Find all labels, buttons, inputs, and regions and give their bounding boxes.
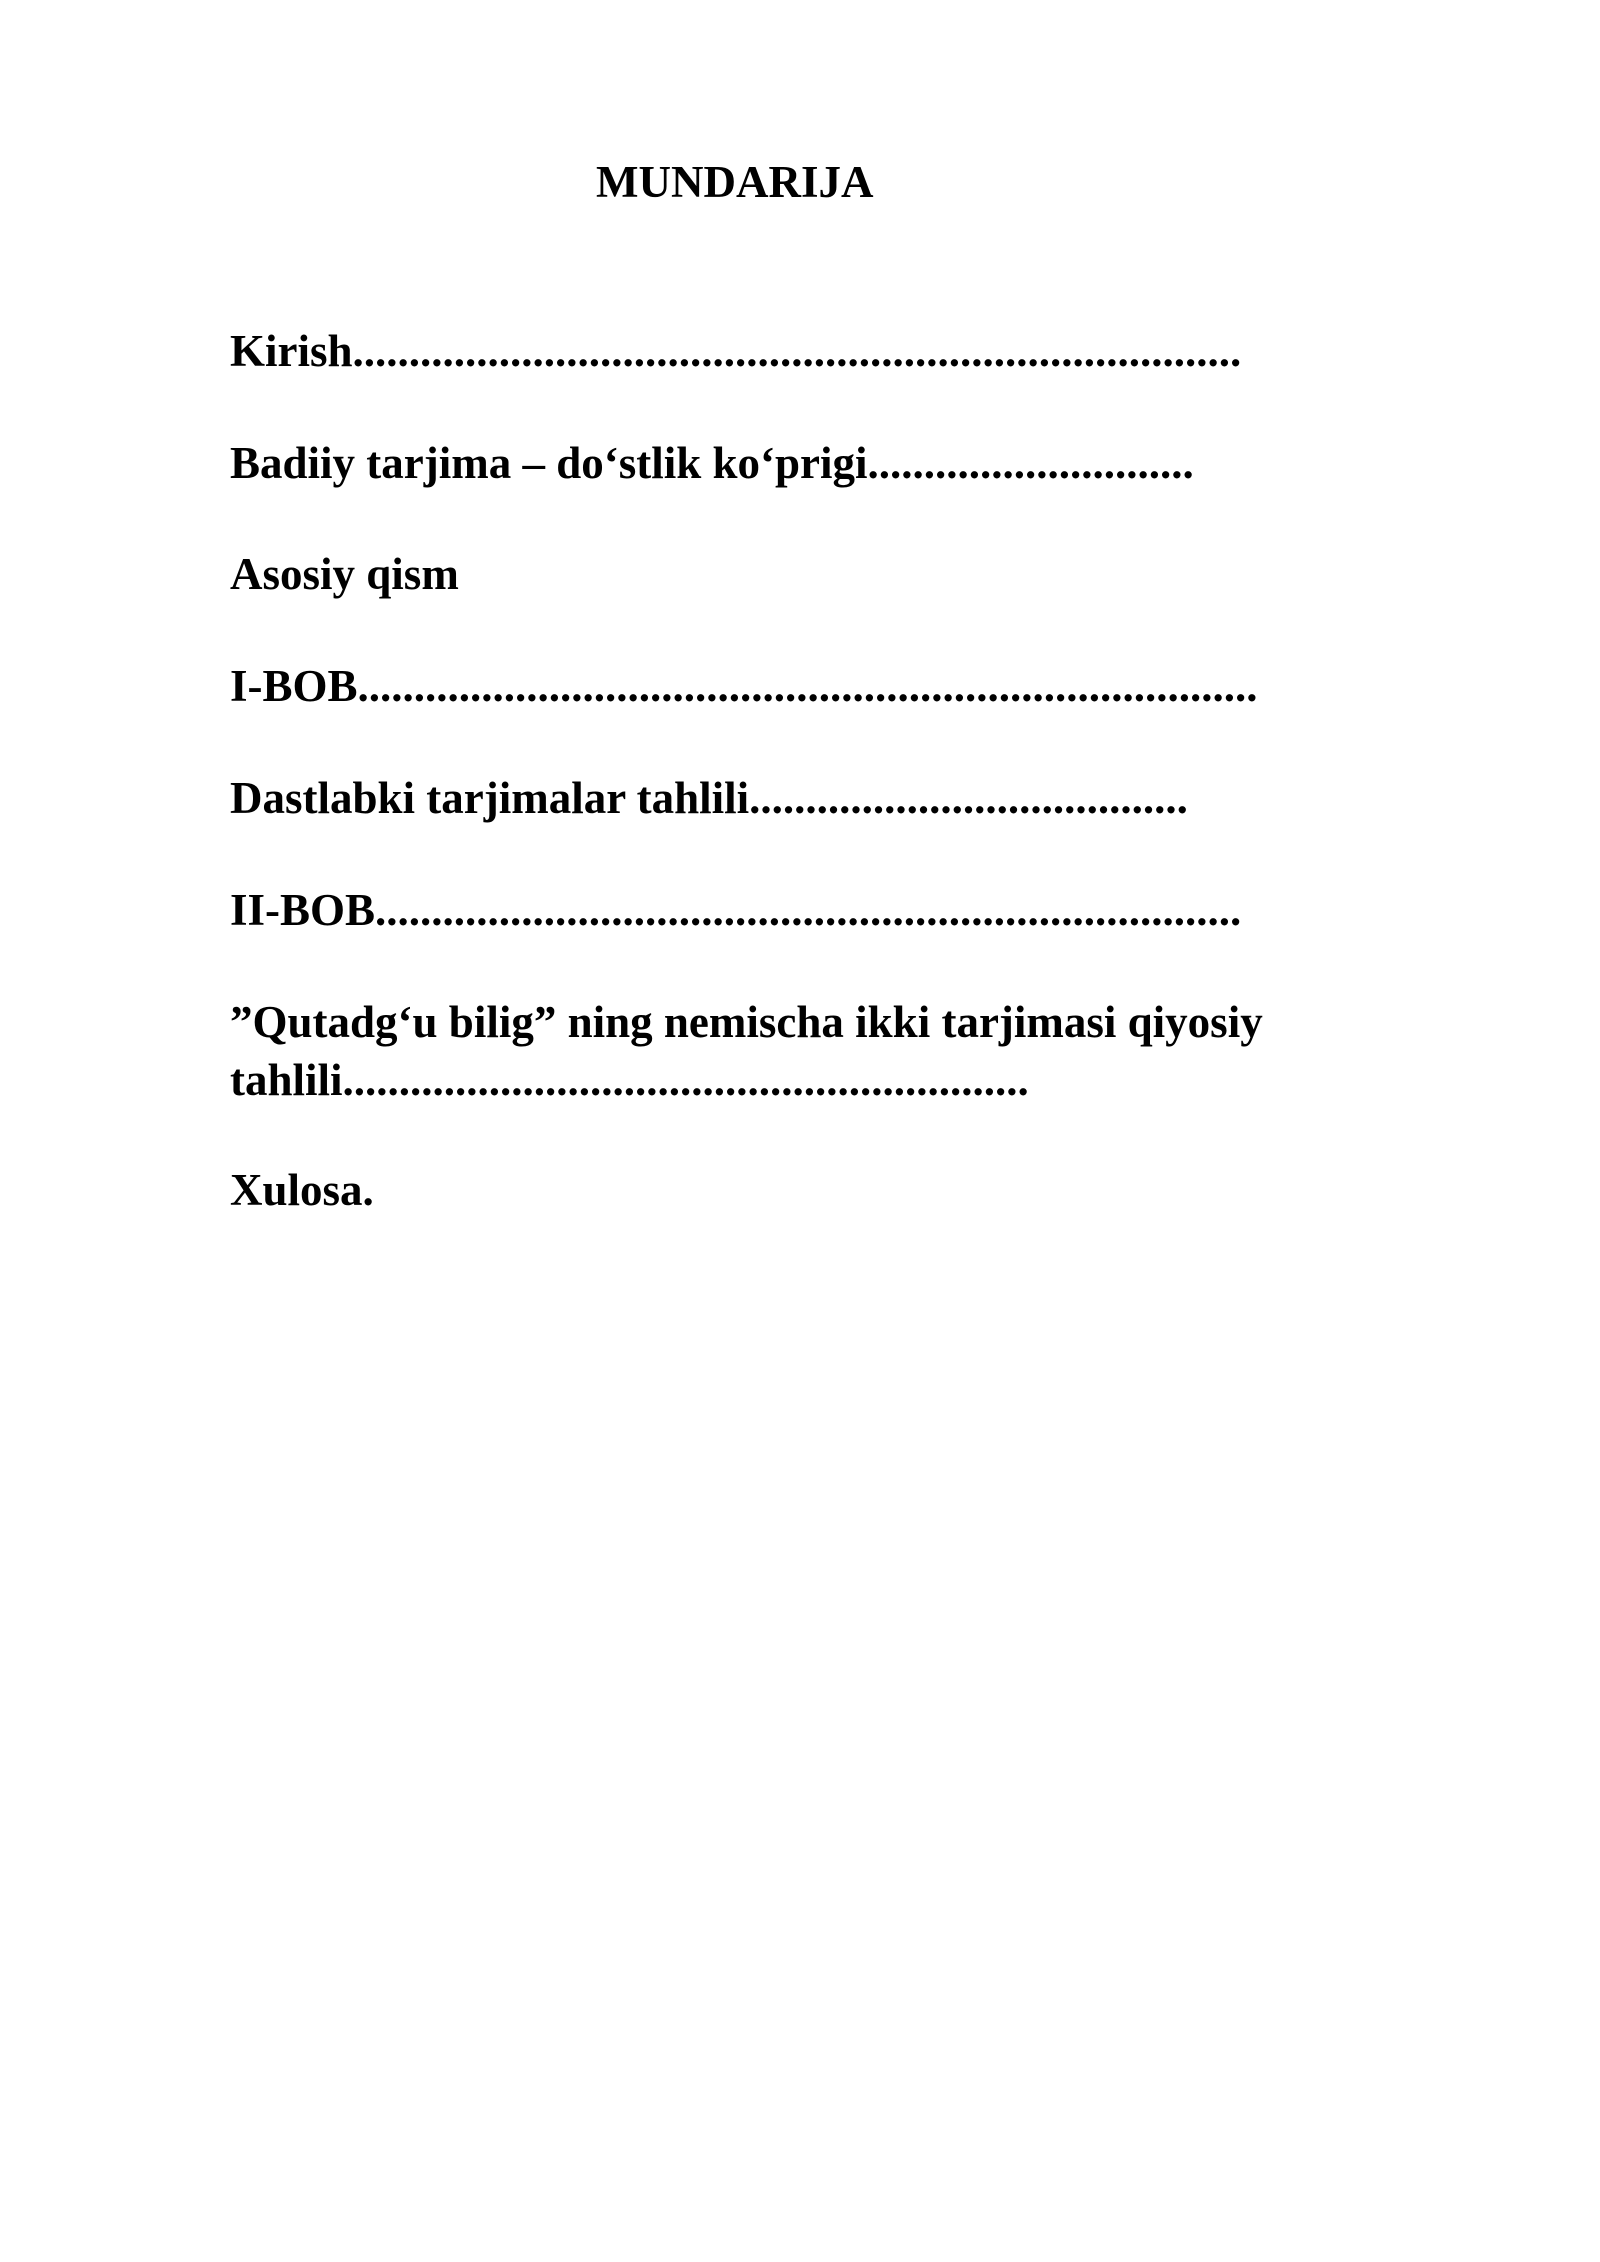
toc-entry-dastlabki-tarjimalar: Dastlabki tarjimalar tahlili....................................... [230,773,1188,823]
page-title: MUNDARIJA [596,157,874,207]
toc-entry-badiiy-tarjima: Badiiy tarjima – do‘stlik ko‘prigi............................. [230,438,1194,488]
toc-entry-qutadgu-bilig [230,993,1380,1109]
toc-entry-ii-bob: II-BOB............................................................................. [230,885,1242,935]
toc-entry-qutadgu-bilig-line2: tahlili............................................................. [230,1055,1029,1105]
toc-entry-i-bob: I-BOB................................................................................ [230,661,1258,711]
toc-entry-xulosa: Xulosa. [230,1165,374,1215]
toc-entry-asosiy-qism: Asosiy qism [230,549,459,599]
toc-entry-qutadgu-bilig-line1: ”Qutadg‘u bilig” ning nemischa ikki tarjimasi qiyosiy [230,997,1263,1047]
toc-entry-kirish: Kirish............................................................................... [230,326,1242,376]
